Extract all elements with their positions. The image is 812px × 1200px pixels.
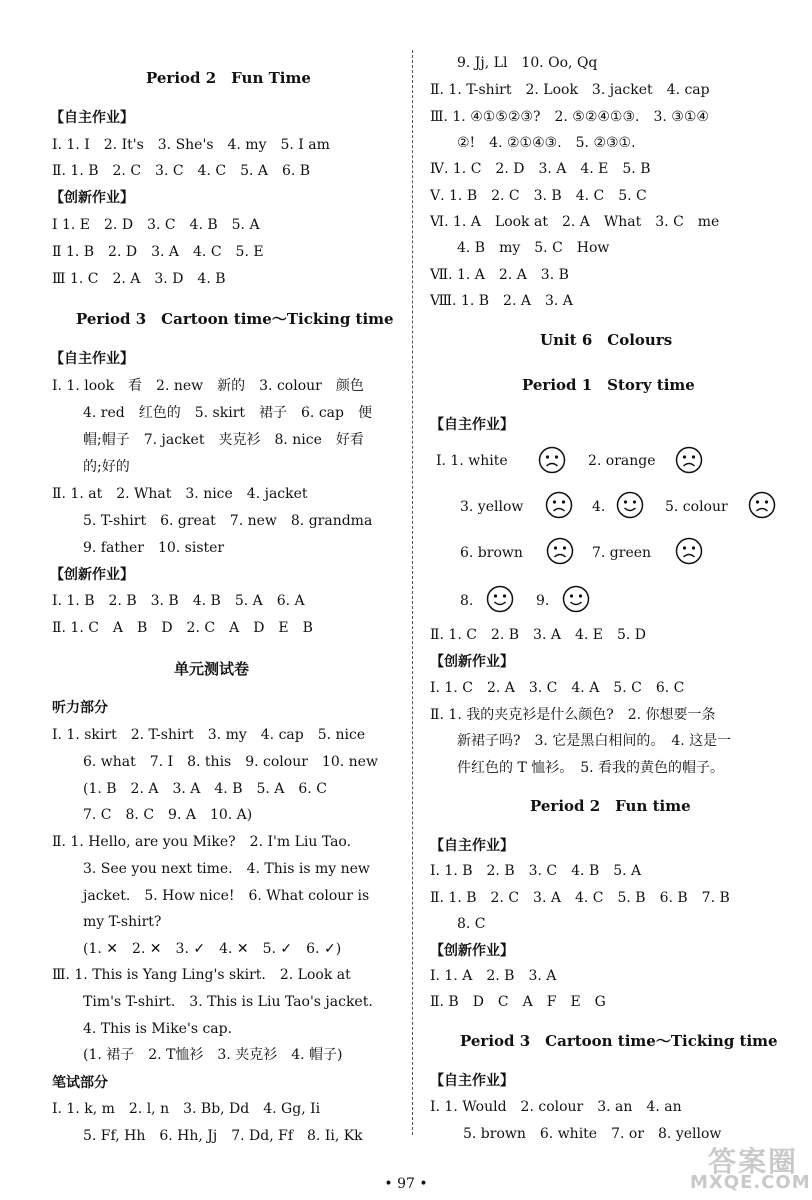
sad-face-icon [748,491,776,519]
answer-line: 8. [460,593,474,609]
answer-line: Ⅰ. 1. B 2. B 3. C 4. B 5. A [430,863,642,879]
section-heading: 【自主作业】 [430,1073,514,1089]
answer-line: 的;好的 [83,459,130,475]
answer-line: 9. [536,593,550,609]
period-2-title: Period 2 Fun time [530,797,691,815]
answer-line: Ⅰ. 1. Would 2. colour 3. an 4. an [430,1099,682,1115]
period-3-title: Period 3 Cartoon time～Ticking time [76,310,394,328]
sad-face-icon [675,537,703,565]
period-3-title: Period 3 Cartoon time～Ticking time [460,1032,778,1050]
column-divider [412,50,413,1135]
answer-line: Ⅱ. 1. T-shirt 2. Look 3. jacket 4. cap [430,82,710,98]
answer-line: 6. brown [460,545,523,561]
answer-line: Ⅱ. 1. B 2. C 3. C 4. C 5. A 6. B [52,163,311,179]
period-2-title: Period 2 Fun Time [146,69,311,87]
answer-line: Ⅰ. 1. C 2. A 3. C 4. A 5. C 6. C [430,680,685,696]
answer-line: 4. red 红色的 5. skirt 裙子 6. cap 便 [83,405,372,421]
unit-test-title: 单元测试卷 [174,660,250,678]
section-heading: 【创新作业】 [430,943,514,959]
happy-face-icon [486,585,514,613]
answer-line: 2. orange [588,453,656,469]
answer-line: Ⅱ. 1. 我的夹克衫是什么颜色? 2. 你想要一条 [430,707,716,723]
section-heading: 【创新作业】 [50,190,134,206]
answer-line: Tim's T-shirt. 3. This is Liu Tao's jacket. [83,994,373,1010]
answer-line: Ⅴ. 1. B 2. C 3. B 4. C 5. C [430,188,647,204]
section-heading: 【自主作业】 [50,110,134,126]
answer-line: Ⅲ. 1. This is Yang Ling's skirt. 2. Look at [52,967,351,983]
answer-line: 8. C [457,916,486,932]
answer-line: my T-shirt? [83,914,162,930]
happy-face-icon [616,491,644,519]
answer-line: (1. 裙子 2. T恤衫 3. 夹克衫 4. 帽子) [83,1047,343,1063]
answer-line: 5. colour [665,499,728,515]
answer-line: Ⅰ. 1. k, m 2. l, n 3. Bb, Dd 4. Gg, Ii [52,1101,321,1117]
answer-line: Ⅲ. 1. ④①⑤②③? 2. ⑤②④①③. 3. ③①④ [430,109,709,125]
answer-line: 9. Jj, Ll 10. Oo, Qq [457,55,598,71]
answer-line: 7. C 8. C 9. A 10. A) [83,807,253,823]
page-number: • 97 • [384,1176,428,1192]
section-heading: 【自主作业】 [430,417,514,433]
answer-line: Ⅱ. 1. B 2. C 3. A 4. C 5. B 6. B 7. B [430,890,730,906]
section-heading: 【自主作业】 [430,838,514,854]
section-heading: 【创新作业】 [430,654,514,670]
answer-line: Ⅱ. 1. C 2. B 3. A 4. E 5. D [430,627,647,643]
happy-face-icon [562,585,590,613]
written-heading: 笔试部分 [52,1075,108,1091]
answer-line: Ⅱ 1. B 2. D 3. A 4. C 5. E [52,244,264,260]
answer-line: 4. [592,499,606,515]
answer-line: Ⅱ. B D C A F E G [430,994,606,1010]
answer-line: 9. father 10. sister [83,540,225,556]
answer-line: (1. B 2. A 3. A 4. B 5. A 6. C [83,781,327,797]
answer-line: jacket. 5. How nice! 6. What colour is [83,888,370,904]
answer-line: Ⅰ 1. E 2. D 3. C 4. B 5. A [52,217,260,233]
answer-line: 6. what 7. I 8. this 9. colour 10. new [83,754,378,770]
listening-heading: 听力部分 [52,700,108,716]
sad-face-icon [545,491,573,519]
answer-line: 3. yellow [460,499,524,515]
watermark-line-2: MXQE.COM [690,1172,811,1193]
period-1-title: Period 1 Story time [522,376,695,394]
answer-line: Ⅳ. 1. C 2. D 3. A 4. E 5. B [430,161,651,177]
answer-line: Ⅰ. 1. look 看 2. new 新的 3. colour 颜色 [52,378,364,394]
answer-line: 3. See you next time. 4. This is my new [83,861,370,877]
answer-line: Ⅵ. 1. A Look at 2. A What 3. C me [430,214,720,230]
unit-title: Unit 6 Colours [540,331,673,349]
answer-line: 7. green [592,545,652,561]
sad-face-icon [538,446,566,474]
answer-line: 帽;帽子 7. jacket 夹克衫 8. nice 好看 [83,432,364,448]
watermark-logo [690,1140,811,1196]
answer-line: Ⅲ 1. C 2. A 3. D 4. B [52,271,226,287]
answer-line: Ⅰ. 1. B 2. B 3. B 4. B 5. A 6. A [52,593,305,609]
answer-line: 5. T-shirt 6. great 7. new 8. grandma [83,513,373,529]
answer-line: Ⅰ. 1. A 2. B 3. A [430,968,557,984]
answer-line: Ⅶ. 1. A 2. A 3. B [430,267,569,283]
answer-line: Ⅰ. 1. skirt 2. T-shirt 3. my 4. cap 5. nice [52,727,366,743]
answer-line: ②! 4. ②①④③. 5. ②③①. [457,135,636,151]
answer-line: Ⅰ. 1. white [436,453,508,469]
answer-line: Ⅱ. 1. at 2. What 3. nice 4. jacket [52,486,308,502]
answer-line: 5. brown 6. white 7. or 8. yellow [463,1126,722,1142]
sad-face-icon [546,537,574,565]
section-heading: 【自主作业】 [50,351,134,367]
watermark-line-1: 答案圈 [708,1145,799,1178]
answer-line: (1. ✕ 2. ✕ 3. ✓ 4. ✕ 5. ✓ 6. ✓) [83,941,342,957]
sad-face-icon [675,446,703,474]
answer-line: Ⅰ. 1. I 2. It's 3. She's 4. my 5. I am [52,137,330,153]
answer-line: 件红色的 T 恤衫。 5. 看我的黄色的帽子。 [457,760,725,776]
answer-line: Ⅱ. 1. C A B D 2. C A D E B [52,620,313,636]
answer-line: 4. B my 5. C How [457,240,610,256]
answer-line: 4. This is Mike's cap. [83,1021,233,1037]
answer-line: Ⅷ. 1. B 2. A 3. A [430,293,573,309]
section-heading: 【创新作业】 [50,567,134,583]
answer-line: 5. Ff, Hh 6. Hh, Jj 7. Dd, Ff 8. Ii, Kk [83,1128,363,1144]
answer-line: 新裙子吗? 3. 它是黑白相间的。 4. 这是一 [457,733,732,749]
answer-line: Ⅱ. 1. Hello, are you Mike? 2. I'm Liu Tao. [52,834,352,850]
